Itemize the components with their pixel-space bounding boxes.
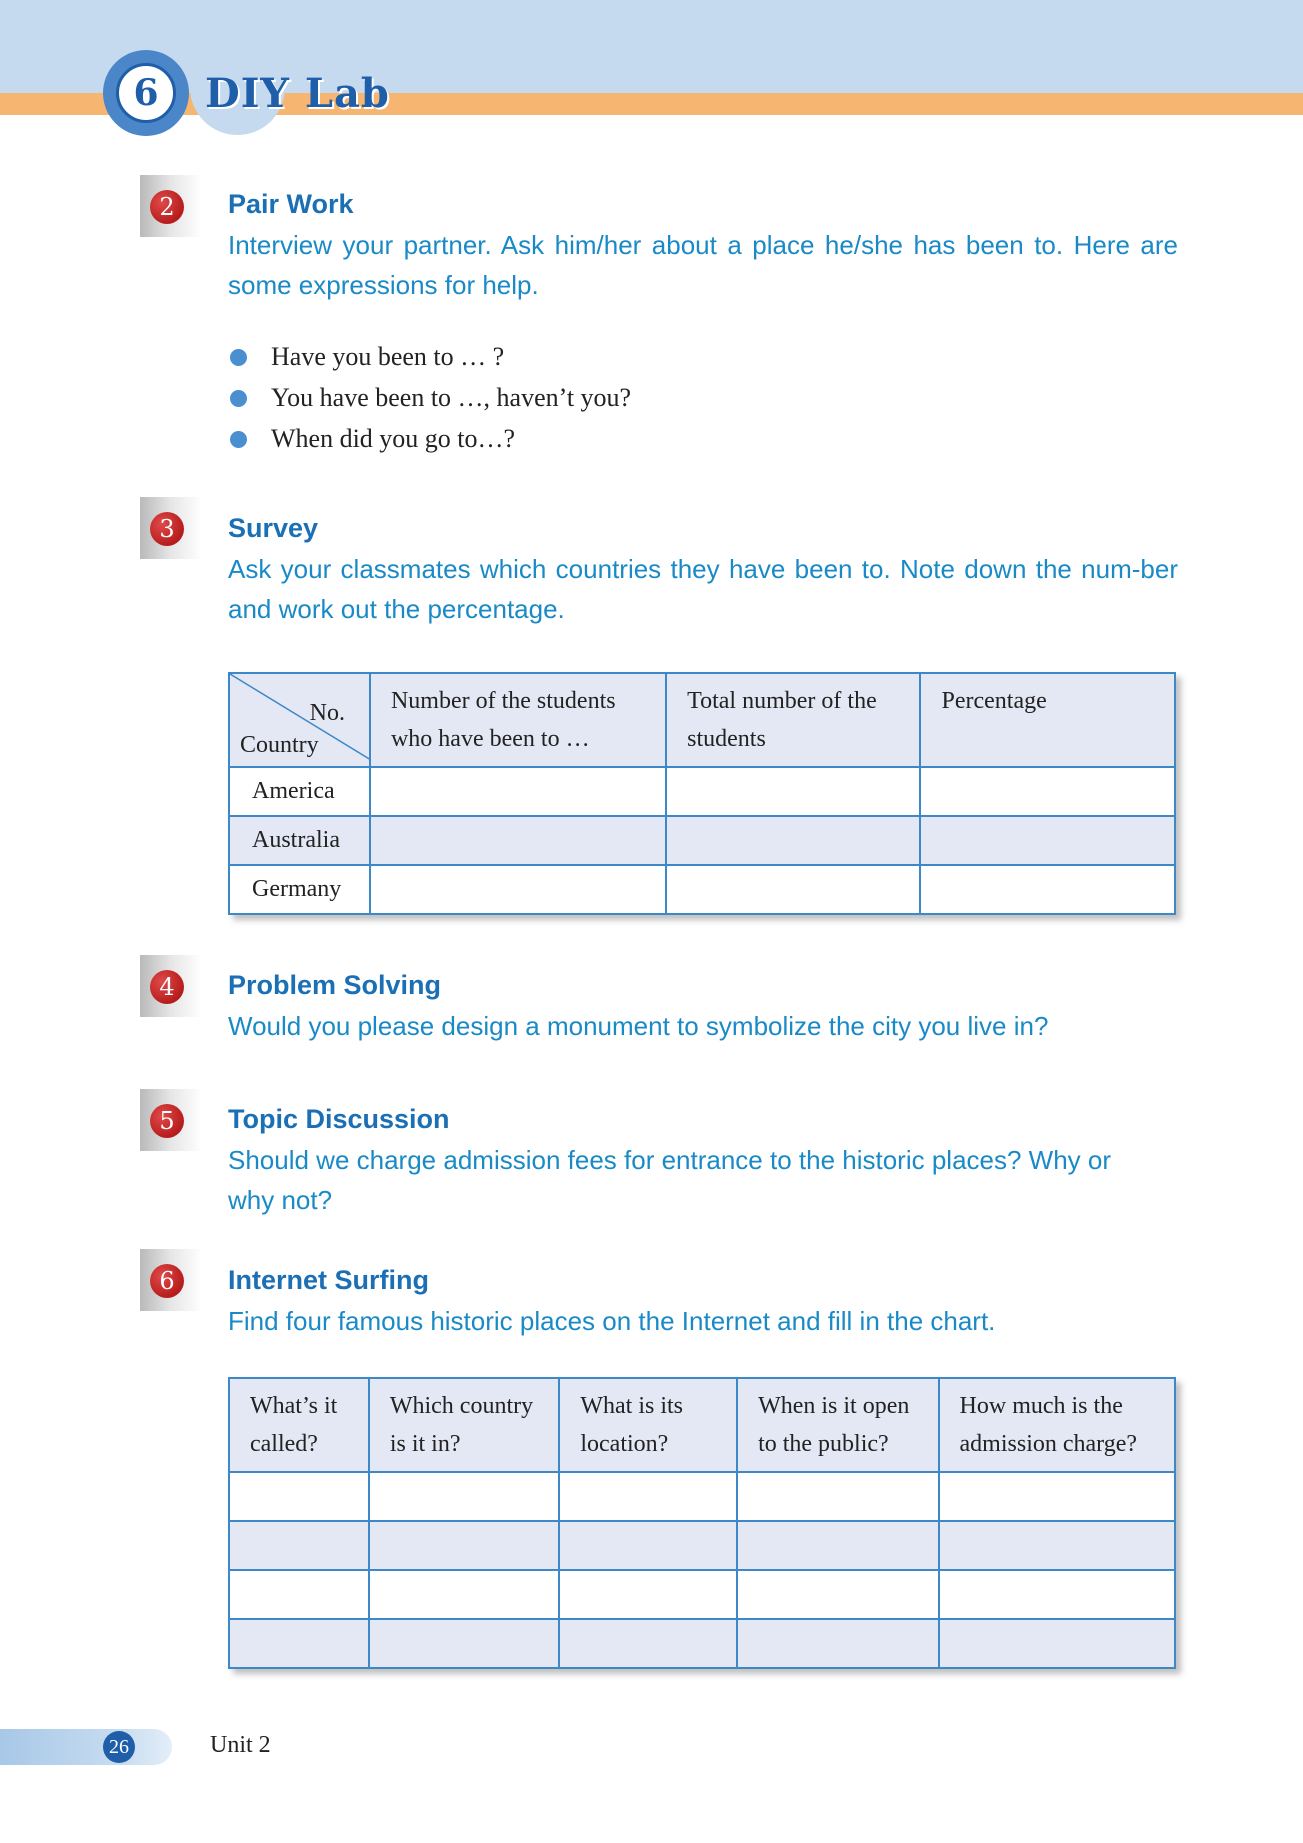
page-number: 26 xyxy=(103,1731,135,1763)
answer-cell[interactable] xyxy=(920,865,1175,914)
column-header: What is its location? xyxy=(559,1378,737,1472)
answer-cell[interactable] xyxy=(737,1521,938,1570)
section-marker-5 xyxy=(140,1089,202,1151)
table-header-row xyxy=(229,673,1175,767)
historic-places-table xyxy=(228,1377,1176,1669)
unit-label: Unit 2 xyxy=(210,1732,271,1758)
answer-cell[interactable] xyxy=(370,767,666,816)
table-row xyxy=(229,865,1175,914)
diagonal-header-cell xyxy=(229,673,370,767)
column-header: Total number of the students xyxy=(666,673,920,767)
section-marker-3 xyxy=(140,497,202,559)
survey-table xyxy=(228,672,1176,915)
section-text-pair-work: Interview your partner. Ask him/her about a place he/she has been to. Here are some expressions for help. xyxy=(228,230,1178,300)
section-number: 6 xyxy=(150,1264,184,1298)
table-row xyxy=(229,1521,1175,1570)
section-title-topic-discussion: Topic Discussion xyxy=(228,1104,450,1134)
column-header: Which country is it in? xyxy=(369,1378,560,1472)
country-cell: Australia xyxy=(229,816,370,865)
section-marker-2 xyxy=(140,175,202,237)
lesson-number: 6 xyxy=(116,63,176,123)
answer-cell[interactable] xyxy=(370,865,666,914)
answer-cell[interactable] xyxy=(939,1521,1175,1570)
section-title-pair-work: Pair Work xyxy=(228,189,354,219)
table-row xyxy=(229,1472,1175,1521)
section-marker-6 xyxy=(140,1249,202,1311)
answer-cell[interactable] xyxy=(666,816,920,865)
country-cell: America xyxy=(229,767,370,816)
table-row xyxy=(229,767,1175,816)
section-number: 4 xyxy=(150,970,184,1004)
country-cell: Germany xyxy=(229,865,370,914)
bullet-icon xyxy=(230,431,247,448)
answer-cell[interactable] xyxy=(920,816,1175,865)
bullet-icon xyxy=(230,390,247,407)
page-title: DIY Lab xyxy=(205,70,390,117)
column-header: Number of the students who have been to … xyxy=(370,673,666,767)
answer-cell[interactable] xyxy=(369,1570,560,1619)
answer-cell[interactable] xyxy=(559,1619,737,1668)
section-number: 3 xyxy=(150,512,184,546)
answer-cell[interactable] xyxy=(737,1472,938,1521)
answer-cell[interactable] xyxy=(229,1619,369,1668)
list-item: You have been to …, haven’t you? xyxy=(230,377,631,418)
answer-cell[interactable] xyxy=(939,1570,1175,1619)
table-row xyxy=(229,816,1175,865)
answer-cell[interactable] xyxy=(559,1521,737,1570)
expression-list xyxy=(230,336,631,459)
answer-cell[interactable] xyxy=(369,1472,560,1521)
answer-cell[interactable] xyxy=(666,865,920,914)
table-row xyxy=(229,1570,1175,1619)
answer-cell[interactable] xyxy=(559,1570,737,1619)
answer-cell[interactable] xyxy=(369,1619,560,1668)
list-item: When did you go to…? xyxy=(230,418,631,459)
answer-cell[interactable] xyxy=(939,1619,1175,1668)
answer-cell[interactable] xyxy=(229,1472,369,1521)
column-header: What’s it called? xyxy=(229,1378,369,1472)
section-title-survey: Survey xyxy=(228,513,319,543)
section-text-topic-discussion: Should we charge admission fees for entrance to the historic places? Why or why not? xyxy=(228,1145,1112,1215)
table-header-row xyxy=(229,1378,1175,1472)
section-number: 5 xyxy=(150,1104,184,1138)
table-row xyxy=(229,1619,1175,1668)
column-header: How much is the admission charge? xyxy=(939,1378,1175,1472)
answer-cell[interactable] xyxy=(920,767,1175,816)
section-title-internet-surfing: Internet Surfing xyxy=(228,1265,429,1295)
section-text-internet-surfing: Find four famous historic places on the Internet and fill in the chart. xyxy=(228,1306,996,1336)
answer-cell[interactable] xyxy=(370,816,666,865)
section-number: 2 xyxy=(150,190,184,224)
section-text-survey: Ask your classmates which countries they have been to. Note down the num-ber and work out the percentage. xyxy=(228,554,1178,624)
header-country-label: Country xyxy=(240,732,319,758)
answer-cell[interactable] xyxy=(737,1570,938,1619)
answer-cell[interactable] xyxy=(229,1570,369,1619)
section-text-problem-solving: Would you please design a monument to symbolize the city you live in? xyxy=(228,1011,1049,1041)
answer-cell[interactable] xyxy=(939,1472,1175,1521)
answer-cell[interactable] xyxy=(666,767,920,816)
answer-cell[interactable] xyxy=(737,1619,938,1668)
column-header: Percentage xyxy=(920,673,1175,767)
answer-cell[interactable] xyxy=(369,1521,560,1570)
list-item: Have you been to … ? xyxy=(230,336,631,377)
answer-cell[interactable] xyxy=(229,1521,369,1570)
column-header: When is it open to the public? xyxy=(737,1378,938,1472)
section-title-problem-solving: Problem Solving xyxy=(228,970,442,1000)
section-marker-4 xyxy=(140,955,202,1017)
header-no-label: No. xyxy=(309,700,345,726)
bullet-icon xyxy=(230,349,247,366)
footer-band xyxy=(0,1729,172,1765)
answer-cell[interactable] xyxy=(559,1472,737,1521)
